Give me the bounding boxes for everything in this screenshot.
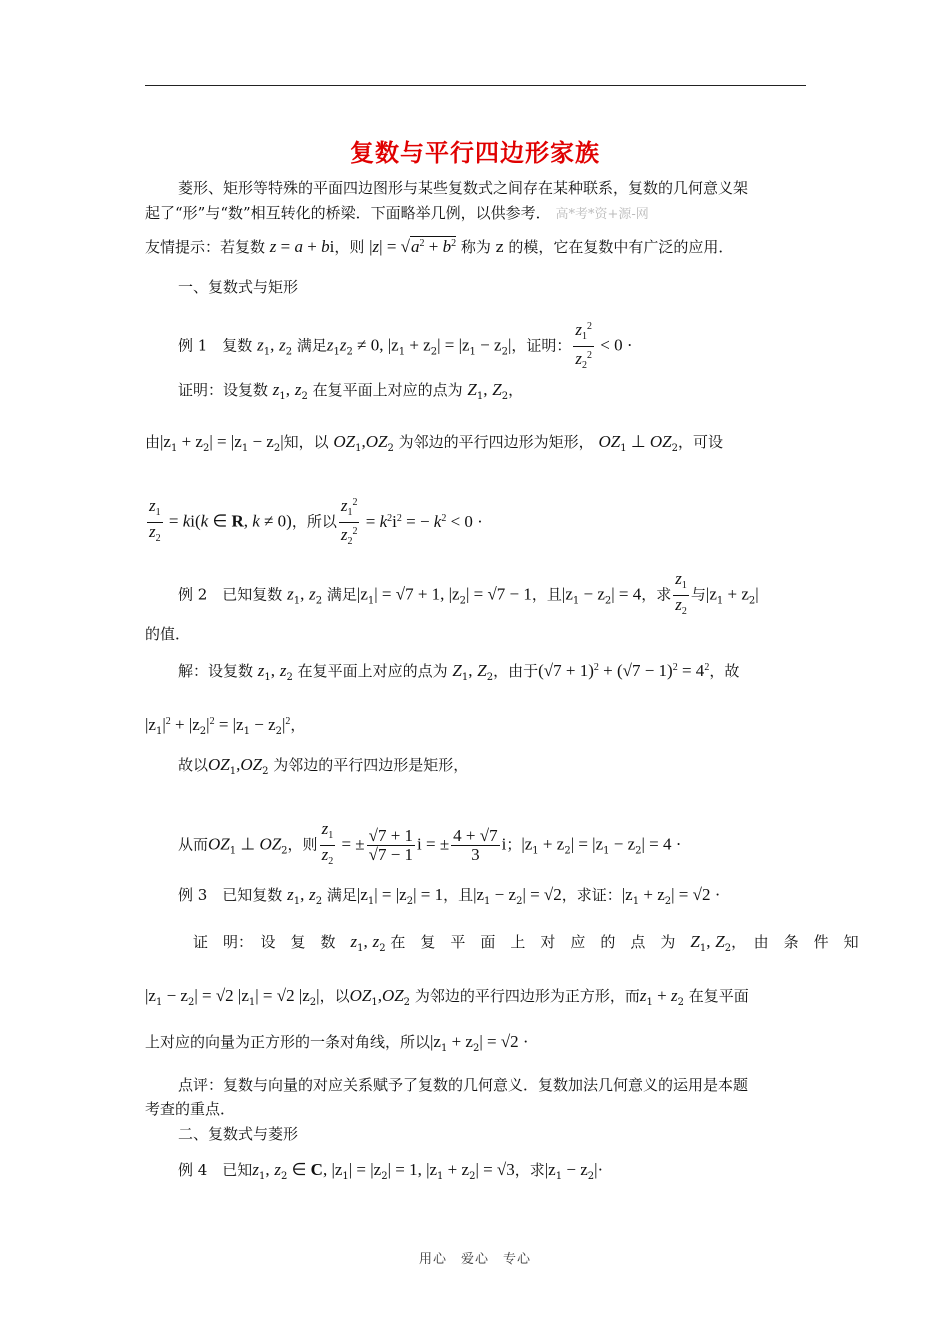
example-1-conclusion: $\frac{z_1}{z_2}$ = ki(k ∈ R, k ≠ 0)，所以 $\frac{z_1^2}{z_2^2}$ = $k^2i^2$ = − $k^2 < 0$ · [149,496,483,547]
page-footer: 用心 爱心 专心 [418,1252,531,1267]
section-2-heading: 二、复数式与菱形 [178,1125,299,1143]
example-2-rectangle: 故以$OZ_1,OZ_2$ 为邻边的平行四边形是矩形， [178,755,469,777]
comment-line-2: 考查的重点． [145,1100,236,1118]
intro-line-1: 菱形、矩形等特殊的平面四边图形与某些复数式之间存在某种联系，复数的几何意义架 [178,179,749,197]
example-4-statement: 例 4 已知$z_1$, $z_2$ ∈ C, $|z_1| = |z_2| = 1$, $|z_1 + z_2| = √3$，求$|z_1 - z_2|\cdot$ [178,1160,604,1182]
comment-line-1: 点评：复数与向量的对应关系赋予了复数的几何意义．复数加法几何意义的运用是本题 [178,1076,749,1094]
section-1-heading: 一、复数式与矩形 [178,278,299,296]
example-1-statement: 例 1 复数 $z_1$, $z_2$ 满足$z_1z_2 \ne 0$, $|z_1 + z_2| = |z_1 - z_2|$，证明： $\frac{z_1^2}{z_2^2}$ < 0 · [178,320,633,371]
intro-line-2: 起了“形”与“数”相互转化的桥梁．下面略举几例，以供参考． 高*考*资+源-网 [145,204,649,222]
example-3-proof-body: $|z_1 - z_2| = √2$ $|z_1| = √2$ $|z_2|$，以$OZ_1,OZ_2$ 为邻边的平行四边形为正方形，而$z_1 + z_2$ 在复平面 [145,986,749,1008]
page-title: 复数与平行四边形家族 [350,138,600,167]
example-2-result: 从而$OZ_1$ ⊥ $OZ_2$，则 $\frac{z_1}{z_2}$ = ± $\frac{√7 + 1}{√7 - 1}$ i = ± $\frac{4 + √7}{3}$ i；$|z_1 + z_2| = |z_1 - z_2| = 4$ · [178,819,682,867]
example-2-solution: 解：设复数 $z_1$, $z_2$ 在复平面上对应的点为 $Z_1$, $Z_2$，由于$(√7 + 1)^2 + (√7 - 1)^2 = 4^2$，故 [178,661,740,683]
tip-line: 友情提示：若复数 z = a + bi，则 $|z| = √a^2 + b^2$ 称为 z 的模，它在复数中有广泛的应用． [145,237,734,256]
example-3-conclusion: 上对应的向量为正方形的一条对角线，所以$|z_1 + z_2| = √2$ · [145,1032,529,1054]
example-2-statement-end: 的值． [145,625,191,643]
example-2-equation: $|z_1|^2 + |z_2|^2 = |z_1 - z_2|^2$， [145,715,306,737]
header-rule [145,85,806,86]
watermark: 高*考*资+源-网 [555,207,649,222]
example-1-proof-intro: 证明：设复数 $z_1$, $z_2$ 在复平面上对应的点为 $Z_1$, $Z_2$， [178,380,524,402]
example-3-proof-intro: 证 明： 设 复 数 $z_1$, $z_2$ 在 复 平 面 上 对 应 的 点 为 $Z_1$, $Z_2$， 由 条 件 知 [193,932,859,954]
example-1-proof-body: 由$|z_1 + z_2| = |z_1 - z_2|$知，以 $OZ_1,OZ_2$ 为邻边的平行四边形为矩形， $OZ_1$ ⊥ $OZ_2$，可设 [145,432,723,454]
example-3-statement: 例 3 已知复数 $z_1$, $z_2$ 满足$|z_1| = |z_2| = 1$，且$|z_1 - z_2| = √2$，求证：$|z_1 + z_2| = √2$ · [178,885,721,907]
example-2-statement: 例 2 已知复数 $z_1$, $z_2$ 满足$|z_1| = √7 + 1$, $|z_2| = √7 - 1$，且$|z_1 - z_2| = 4$，求 $\frac{z_1}{z_2}$ 与$|z_1 + z_2|$ [178,569,759,617]
